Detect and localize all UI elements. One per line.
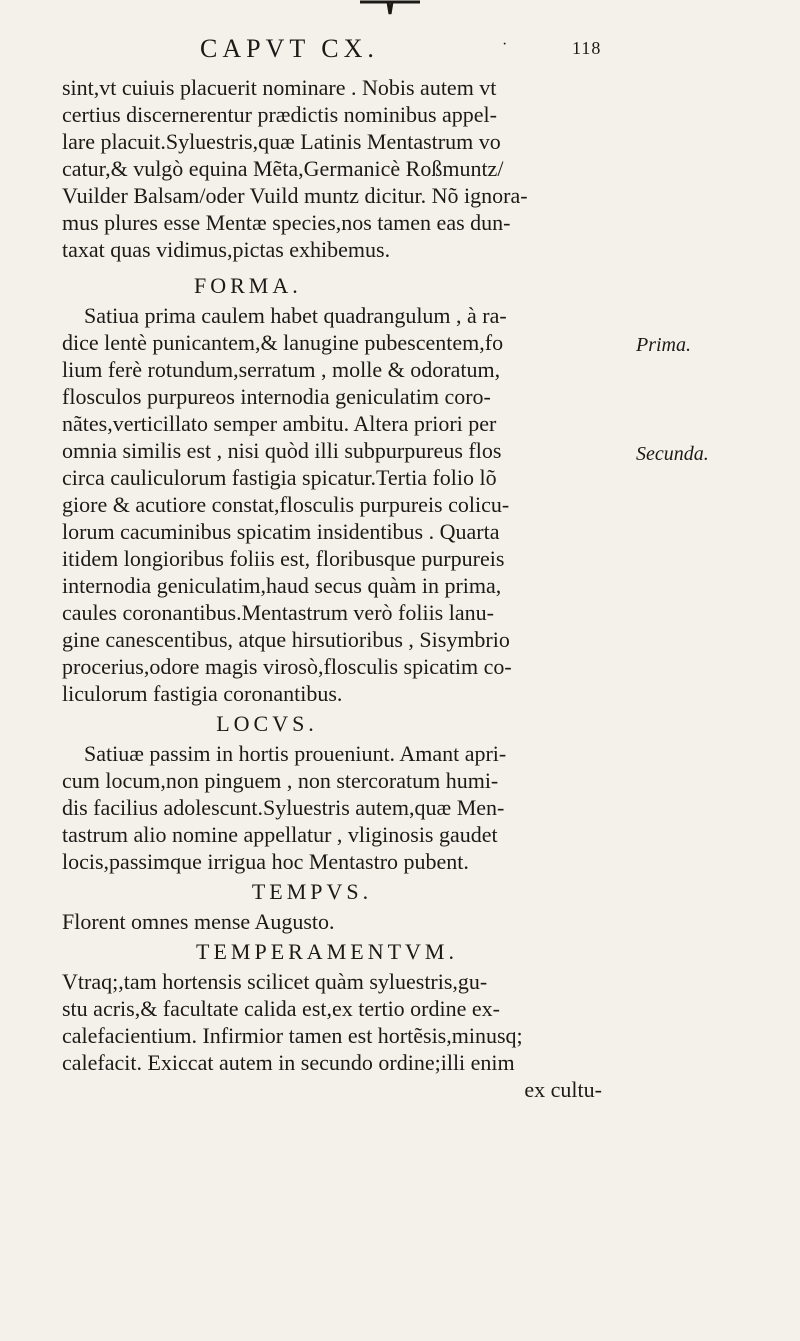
text-line: gine canescentibus, atque hirsutioribus , Sisymbrio bbox=[62, 627, 510, 652]
header-dot: · bbox=[502, 36, 513, 53]
text-line: circa cauliculorum fastigia spicatur.Tertia folio lõ bbox=[62, 465, 497, 490]
text-line: cum locum,non pinguem , non stercoratum humi- bbox=[62, 768, 499, 793]
text-line: nãtes,verticillato semper ambitu. Altera priori per bbox=[62, 411, 497, 436]
text-line: catur,& vulgò equina Mẽta,Germanicè Roßmuntz/ bbox=[62, 156, 504, 181]
page-header bbox=[200, 30, 620, 70]
catchword: ex cultu- bbox=[524, 1077, 602, 1102]
heading-temperamentum: TEMPERAMENTVM. bbox=[196, 939, 458, 964]
text-line: calefacit. Exiccat autem in secundo ordine;illi enim bbox=[62, 1050, 515, 1075]
heading-tempus: TEMPVS. bbox=[251, 879, 373, 904]
body-text bbox=[62, 74, 622, 1103]
text-line: lorum cacuminibus spicatim insidentibus . Quarta bbox=[62, 519, 500, 544]
text-line: Vuilder Balsam/oder Vuild muntz dicitur. Nõ ignora- bbox=[62, 183, 528, 208]
margin-note-secunda: Secunda. bbox=[636, 443, 709, 465]
text-line: taxat quas vidimus,pictas exhibemus. bbox=[62, 237, 391, 262]
text-line: flosculos purpureos internodia geniculatim coro- bbox=[62, 384, 491, 409]
text-line: Florent omnes mense Augusto. bbox=[62, 909, 335, 934]
text-line: calefacientium. Infirmior tamen est hortẽsis,minusq; bbox=[62, 1023, 523, 1048]
text-line: internodia geniculatim,haud secus quàm in prima, bbox=[62, 573, 502, 598]
text-line: dis facilius adolescunt.Syluestris autem,quæ Men- bbox=[62, 795, 505, 820]
text-line: procerius,odore magis virosò,flosculis spicatim co- bbox=[62, 654, 512, 679]
text-line: lium ferè rotundum,serratum , molle & odoratum, bbox=[62, 357, 501, 382]
text-line: sint,vt cuiuis placuerit nominare . Nobis autem vt bbox=[62, 75, 497, 100]
text-line: dice lentè punicantem,& lanugine pubescentem,fo bbox=[62, 330, 504, 355]
text-line: tastrum alio nomine appellatur , vliginosis gaudet bbox=[62, 822, 498, 847]
margin-note-prima: Prima. bbox=[636, 334, 691, 356]
header-ornament bbox=[350, 0, 430, 16]
page-number: 118 bbox=[572, 38, 602, 58]
text-line: omnia similis est , nisi quòd illi subpurpureus flos bbox=[62, 438, 502, 463]
text-line: Satiua prima caulem habet quadrangulum , à ra- bbox=[84, 303, 507, 328]
text-line: Satiuæ passim in hortis proueniunt. Amant apri- bbox=[84, 741, 507, 766]
text-line: itidem longioribus foliis est, floribusque purpureis bbox=[62, 546, 505, 571]
text-line: stu acris,& facultate calida est,ex tertio ordine ex- bbox=[62, 996, 500, 1021]
heading-locus: LOCVS. bbox=[216, 711, 318, 736]
running-title: CAPVT CX. bbox=[200, 34, 379, 63]
text-line: giore & acutiore constat,flosculis purpureis colicu- bbox=[62, 492, 510, 517]
text-line: lare placuit.Syluestris,quæ Latinis Mentastrum vo bbox=[62, 129, 501, 154]
text-line: locis,passimque irrigua hoc Mentastro pubent. bbox=[62, 849, 469, 874]
text-line: liculorum fastigia coronantibus. bbox=[62, 681, 343, 706]
text-line: mus plures esse Mentæ species,nos tamen eas dun- bbox=[62, 210, 511, 235]
heading-forma: FORMA. bbox=[194, 273, 302, 298]
text-line: Vtraq;,tam hortensis scilicet quàm syluestris,gu- bbox=[62, 969, 488, 994]
text-line: caules coronantibus.Mentastrum verò foliis lanu- bbox=[62, 600, 494, 625]
text-line: certius discernerentur prædictis nominibus appel- bbox=[62, 102, 497, 127]
